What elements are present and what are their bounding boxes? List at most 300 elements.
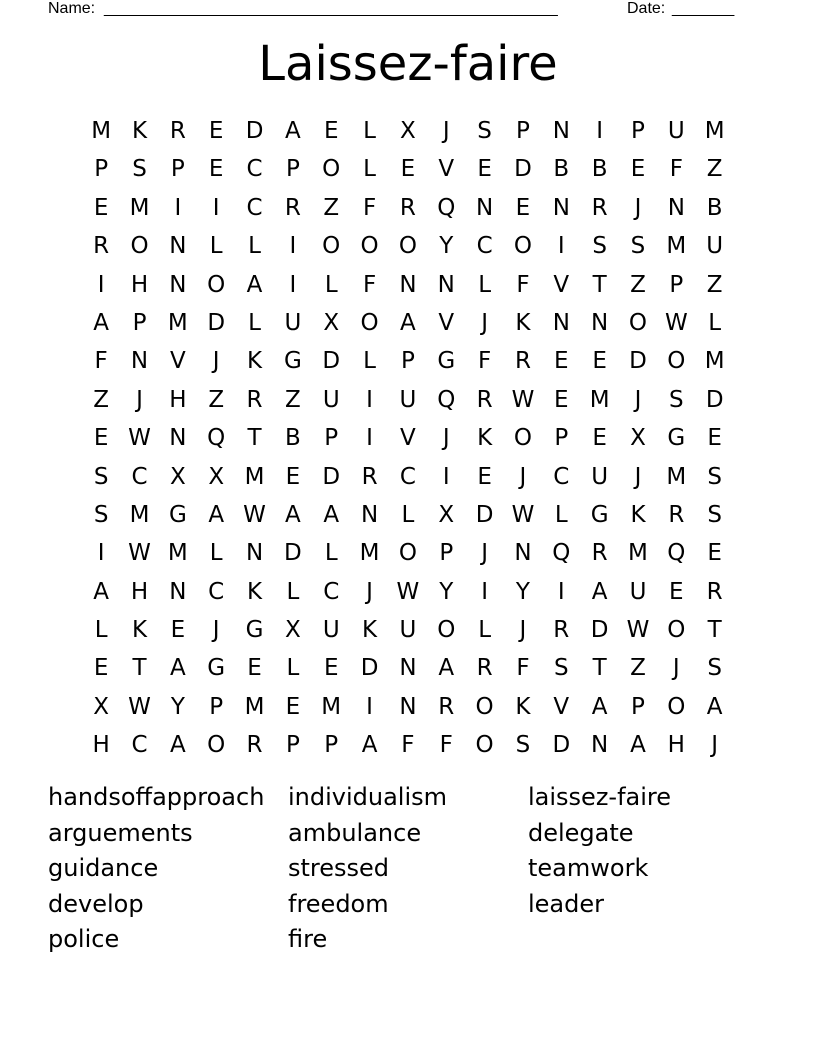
word-list-item: arguements <box>48 818 193 847</box>
grid-letter: S <box>592 233 607 260</box>
grid-letter: Y <box>439 578 454 605</box>
grid-letter: W <box>626 617 650 644</box>
grid-letter: G <box>283 348 302 375</box>
grid-letter: E <box>323 655 339 682</box>
word-list <box>48 780 768 958</box>
grid-letter: G <box>207 655 226 682</box>
grid-letter: V <box>553 271 570 298</box>
grid-letter: X <box>438 501 455 528</box>
grid-letter: E <box>93 425 109 452</box>
grid-letter: S <box>707 655 722 682</box>
grid-letter: M <box>167 309 188 336</box>
grid-letter: I <box>97 540 105 567</box>
grid-letter: H <box>130 578 149 605</box>
grid-letter: E <box>477 463 492 490</box>
grid-row <box>82 342 734 380</box>
grid-letter: P <box>170 156 185 183</box>
grid-letter: Q <box>437 386 456 413</box>
grid-row <box>82 573 734 611</box>
grid-letter: N <box>667 194 685 221</box>
grid-letter: I <box>366 425 373 452</box>
grid-letter: C <box>208 578 225 605</box>
grid-letter: E <box>285 693 301 720</box>
grid-letter: X <box>208 463 225 490</box>
grid-letter: S <box>477 118 492 144</box>
grid-letter: G <box>590 501 609 528</box>
page-title: Laissez-faire <box>258 36 558 92</box>
grid-letter: D <box>360 655 379 682</box>
grid-letter: U <box>322 386 340 413</box>
grid-letter: I <box>442 463 450 490</box>
grid-letter: E <box>669 578 684 605</box>
grid-letter: R <box>476 655 493 682</box>
grid-letter: N <box>360 501 379 528</box>
grid-letter: M <box>129 194 150 221</box>
grid-letter: I <box>366 693 373 720</box>
grid-letter: F <box>516 655 530 682</box>
grid-letter: I <box>481 578 488 605</box>
grid-letter: L <box>324 540 338 567</box>
grid-letter: Z <box>706 271 723 298</box>
grid-letter: Y <box>515 578 530 605</box>
grid-letter: A <box>400 309 416 336</box>
grid-letter: W <box>128 425 151 452</box>
grid-letter: U <box>322 617 340 644</box>
grid-letter: K <box>362 617 378 644</box>
grid-letter: M <box>704 118 725 144</box>
grid-letter: R <box>553 617 570 644</box>
grid-letter: J <box>442 425 450 452</box>
date-blank: _______ <box>672 0 735 17</box>
grid-letter: P <box>439 540 454 567</box>
grid-letter: S <box>93 463 109 490</box>
grid-row <box>82 189 734 227</box>
word-list-item: police <box>48 925 120 953</box>
grid-letter: N <box>552 194 570 221</box>
grid-row <box>82 496 734 534</box>
grid-letter: L <box>478 271 492 298</box>
grid-letter: J <box>672 655 680 682</box>
grid-letter: P <box>631 693 645 720</box>
grid-letter: D <box>705 386 724 413</box>
grid-letter: Z <box>93 386 110 413</box>
grid-letter: B <box>591 156 608 183</box>
grid-letter: D <box>322 463 341 490</box>
grid-letter: U <box>706 233 724 260</box>
grid-letter: R <box>514 348 531 375</box>
grid-letter: S <box>515 732 531 759</box>
grid-letter: K <box>131 617 148 644</box>
grid-letter: A <box>630 732 646 759</box>
grid-letter: E <box>170 617 186 644</box>
grid-letter: U <box>629 578 647 605</box>
grid-letter: O <box>207 732 226 759</box>
grid-letter: R <box>246 386 263 413</box>
grid-letter: S <box>132 156 147 183</box>
grid-letter: F <box>669 156 683 183</box>
grid-row <box>82 112 734 150</box>
grid-letter: W <box>511 501 535 528</box>
word-list-item: stressed <box>288 854 390 882</box>
grid-letter: I <box>174 194 182 221</box>
grid-letter: A <box>246 271 263 298</box>
grid-letter: Y <box>170 693 185 720</box>
word-list-item: guidance <box>48 854 159 882</box>
grid-letter: N <box>514 540 532 567</box>
grid-letter: W <box>243 501 266 528</box>
grid-letter: K <box>630 501 646 528</box>
grid-letter: W <box>664 309 688 336</box>
grid-letter: O <box>398 540 417 567</box>
grid-letter: F <box>94 348 108 375</box>
grid-letter: N <box>591 309 609 336</box>
grid-letter: P <box>324 732 339 759</box>
grid-letter: O <box>667 693 686 720</box>
grid-letter: L <box>248 233 261 260</box>
grid-letter: L <box>94 617 108 644</box>
grid-letter: X <box>169 463 186 490</box>
word-list-item: fire <box>288 925 328 953</box>
grid-letter: X <box>93 693 110 720</box>
grid-letter: R <box>706 578 723 605</box>
grid-letter: E <box>323 118 339 144</box>
grid-letter: C <box>399 463 416 490</box>
grid-letter: R <box>476 386 493 413</box>
grid-letter: V <box>169 348 186 375</box>
word-list-item: develop <box>48 889 144 918</box>
grid-letter: C <box>246 156 263 183</box>
grid-letter: O <box>207 271 226 298</box>
grid-letter: I <box>212 194 220 221</box>
grid-letter: J <box>481 309 488 336</box>
grid-letter: E <box>208 118 224 144</box>
grid-letter: G <box>667 425 686 452</box>
grid-row <box>82 534 734 572</box>
grid-letter: J <box>711 732 719 759</box>
word-list-item: freedom <box>288 889 389 918</box>
grid-letter: S <box>669 386 684 413</box>
grid-letter: P <box>285 732 300 759</box>
grid-letter: J <box>442 118 450 144</box>
grid-letter: E <box>592 348 607 375</box>
word-list-item: laissez-faire <box>528 783 672 811</box>
grid-letter: F <box>439 732 453 759</box>
grid-letter: K <box>247 348 263 375</box>
grid-letter: Z <box>630 271 646 298</box>
grid-letter: O <box>475 732 494 759</box>
grid-letter: J <box>212 617 220 644</box>
grid-row <box>82 304 734 342</box>
grid-letter: K <box>247 578 263 605</box>
grid-letter: O <box>475 693 494 720</box>
grid-letter: R <box>169 118 186 144</box>
grid-letter: P <box>631 118 645 144</box>
grid-letter: F <box>362 271 377 298</box>
grid-letter: M <box>129 501 150 528</box>
grid-letter: N <box>130 348 149 375</box>
grid-letter: R <box>246 732 263 759</box>
grid-letter: L <box>248 309 261 336</box>
grid-letter: D <box>322 348 341 375</box>
grid-letter: A <box>285 118 301 144</box>
grid-letter: P <box>324 425 339 452</box>
grid-row <box>82 150 734 188</box>
grid-letter: X <box>285 617 301 644</box>
grid-row <box>82 266 734 304</box>
grid-letter: N <box>169 233 187 260</box>
grid-letter: L <box>708 309 722 336</box>
grid-letter: G <box>168 501 187 528</box>
grid-letter: N <box>399 655 417 682</box>
grid-letter: O <box>398 233 417 260</box>
grid-letter: E <box>208 156 224 183</box>
grid-letter: V <box>553 693 570 720</box>
grid-letter: T <box>707 617 722 644</box>
grid-letter: K <box>515 309 531 336</box>
grid-letter: T <box>592 655 607 682</box>
grid-letter: E <box>554 386 569 413</box>
date-label: Date: <box>627 0 666 17</box>
grid-row <box>82 419 734 457</box>
grid-letter: A <box>285 501 301 528</box>
grid-letter: B <box>553 156 570 183</box>
grid-letter: C <box>131 732 148 759</box>
grid-letter: M <box>589 386 610 413</box>
grid-letter: L <box>363 118 376 144</box>
grid-letter: I <box>596 118 604 144</box>
grid-letter: E <box>247 655 262 682</box>
grid-letter: A <box>93 309 110 336</box>
grid-letter: D <box>245 118 264 144</box>
grid-letter: C <box>553 463 570 490</box>
grid-letter: M <box>628 540 648 567</box>
grid-letter: H <box>92 732 110 759</box>
grid-letter: D <box>514 156 532 183</box>
grid-letter: O <box>437 617 456 644</box>
grid-letter: I <box>97 271 105 298</box>
grid-letter: U <box>399 386 417 413</box>
grid-letter: O <box>322 156 341 183</box>
grid-letter: L <box>209 540 223 567</box>
grid-letter: T <box>247 425 262 452</box>
grid-letter: P <box>285 156 300 183</box>
grid-letter: J <box>634 194 642 221</box>
grid-letter: F <box>401 732 415 759</box>
grid-letter: Q <box>552 540 571 567</box>
grid-letter: D <box>284 540 302 567</box>
grid-letter: A <box>169 732 186 759</box>
grid-letter: O <box>628 309 648 336</box>
grid-letter: D <box>207 309 226 336</box>
grid-row <box>82 381 734 419</box>
grid-letter: W <box>396 578 420 605</box>
grid-letter: M <box>704 348 725 375</box>
grid-letter: O <box>360 309 379 336</box>
grid-letter: A <box>323 501 340 528</box>
grid-letter: R <box>284 194 301 221</box>
grid-letter: W <box>128 540 151 567</box>
grid-letter: L <box>324 271 338 298</box>
grid-letter: D <box>629 348 647 375</box>
grid-letter: S <box>553 655 569 682</box>
grid-letter: W <box>128 693 151 720</box>
grid-letter: N <box>169 578 187 605</box>
grid-letter: N <box>552 118 570 144</box>
grid-letter: J <box>634 386 642 413</box>
grid-letter: L <box>478 617 492 644</box>
grid-letter: E <box>93 194 109 221</box>
grid-letter: N <box>245 540 264 567</box>
grid-letter: I <box>557 578 565 605</box>
grid-letter: Z <box>630 655 646 682</box>
grid-letter: C <box>246 194 263 221</box>
grid-letter: S <box>707 463 722 490</box>
grid-letter: E <box>592 425 607 452</box>
grid-row <box>82 688 734 726</box>
grid-letter: K <box>477 425 493 452</box>
grid-letter: V <box>400 425 416 452</box>
grid-letter: Z <box>706 156 723 183</box>
grid-letter: J <box>136 386 143 413</box>
grid-letter: N <box>437 271 455 298</box>
grid-letter: E <box>477 156 492 183</box>
grid-letter: Z <box>323 194 340 221</box>
grid-letter: J <box>212 348 220 375</box>
grid-letter: U <box>399 617 417 644</box>
grid-letter: F <box>516 271 530 298</box>
grid-letter: L <box>209 233 223 260</box>
grid-letter: Q <box>437 194 456 221</box>
letter-grid <box>82 112 734 765</box>
grid-letter: N <box>399 693 417 720</box>
grid-letter: A <box>706 693 723 720</box>
grid-letter: N <box>552 309 570 336</box>
grid-letter: I <box>289 233 297 260</box>
grid-letter: O <box>513 425 532 452</box>
grid-letter: Y <box>439 233 454 260</box>
grid-letter: S <box>93 501 109 528</box>
word-list-item: handsoffapproach <box>48 783 265 811</box>
grid-row <box>82 227 734 265</box>
grid-letter: L <box>286 655 300 682</box>
grid-letter: M <box>244 463 265 490</box>
grid-letter: R <box>591 540 608 567</box>
grid-letter: B <box>285 425 301 452</box>
grid-letter: I <box>366 386 373 413</box>
grid-letter: U <box>667 118 685 144</box>
grid-letter: G <box>437 348 456 375</box>
grid-letter: H <box>667 732 685 759</box>
grid-letter: D <box>475 501 494 528</box>
grid-letter: W <box>511 386 535 413</box>
grid-letter: E <box>707 425 722 452</box>
grid-letter: Z <box>285 386 301 413</box>
grid-letter: R <box>591 194 608 221</box>
grid-letter: E <box>285 463 301 490</box>
grid-letter: O <box>360 233 379 260</box>
grid-letter: X <box>323 309 340 336</box>
grid-letter: J <box>366 578 373 605</box>
grid-letter: X <box>630 425 646 452</box>
grid-letter: S <box>707 501 722 528</box>
grid-letter: J <box>634 463 642 490</box>
grid-letter: E <box>554 348 569 375</box>
grid-letter: S <box>630 233 646 260</box>
grid-letter: H <box>130 271 149 298</box>
grid-letter: E <box>707 540 722 567</box>
grid-letter: L <box>554 501 568 528</box>
grid-letter: X <box>400 118 416 144</box>
grid-letter: R <box>93 233 110 260</box>
grid-letter: A <box>438 655 455 682</box>
word-list-item: delegate <box>528 818 634 847</box>
grid-letter: B <box>706 194 723 221</box>
word-list-item: ambulance <box>288 818 422 847</box>
word-list-item: teamwork <box>528 854 649 882</box>
grid-letter: N <box>169 425 187 452</box>
grid-letter: J <box>519 463 527 490</box>
grid-letter: P <box>209 693 224 720</box>
grid-letter: N <box>399 271 417 298</box>
grid-letter: P <box>400 348 415 375</box>
grid-letter: M <box>167 540 188 567</box>
grid-letter: M <box>666 463 687 490</box>
grid-letter: F <box>477 348 492 375</box>
grid-letter: O <box>322 233 341 260</box>
grid-row <box>82 649 734 687</box>
grid-letter: H <box>169 386 187 413</box>
grid-letter: E <box>630 156 646 183</box>
grid-letter: M <box>666 233 687 260</box>
grid-letter: T <box>132 655 147 682</box>
grid-letter: E <box>400 156 416 183</box>
grid-letter: N <box>591 732 609 759</box>
grid-letter: A <box>208 501 225 528</box>
grid-letter: T <box>592 271 607 298</box>
grid-letter: C <box>476 233 493 260</box>
grid-letter: O <box>667 348 686 375</box>
name-label: Name: <box>48 0 96 17</box>
grid-letter: L <box>363 156 376 183</box>
grid-letter: A <box>93 578 110 605</box>
grid-letter: O <box>130 233 149 260</box>
grid-letter: M <box>91 118 112 144</box>
grid-letter: G <box>245 617 264 644</box>
grid-letter: M <box>321 693 342 720</box>
grid-letter: M <box>359 540 380 567</box>
grid-letter: J <box>481 540 488 567</box>
grid-letter: L <box>286 578 300 605</box>
grid-letter: N <box>169 271 187 298</box>
grid-letter: U <box>284 309 302 336</box>
grid-letter: E <box>93 655 109 682</box>
grid-letter: V <box>438 156 455 183</box>
grid-letter: P <box>132 309 147 336</box>
grid-letter: Q <box>207 425 226 452</box>
grid-letter: O <box>513 233 532 260</box>
grid-letter: F <box>362 194 377 221</box>
grid-letter: V <box>438 309 455 336</box>
grid-row <box>82 458 734 496</box>
grid-letter: Q <box>667 540 686 567</box>
grid-letter: R <box>399 194 416 221</box>
grid-letter: P <box>94 156 109 183</box>
word-list-item: individualism <box>288 783 448 811</box>
grid-letter: C <box>323 578 340 605</box>
grid-row <box>82 611 734 649</box>
grid-letter: E <box>515 194 531 221</box>
grid-letter: A <box>591 578 608 605</box>
